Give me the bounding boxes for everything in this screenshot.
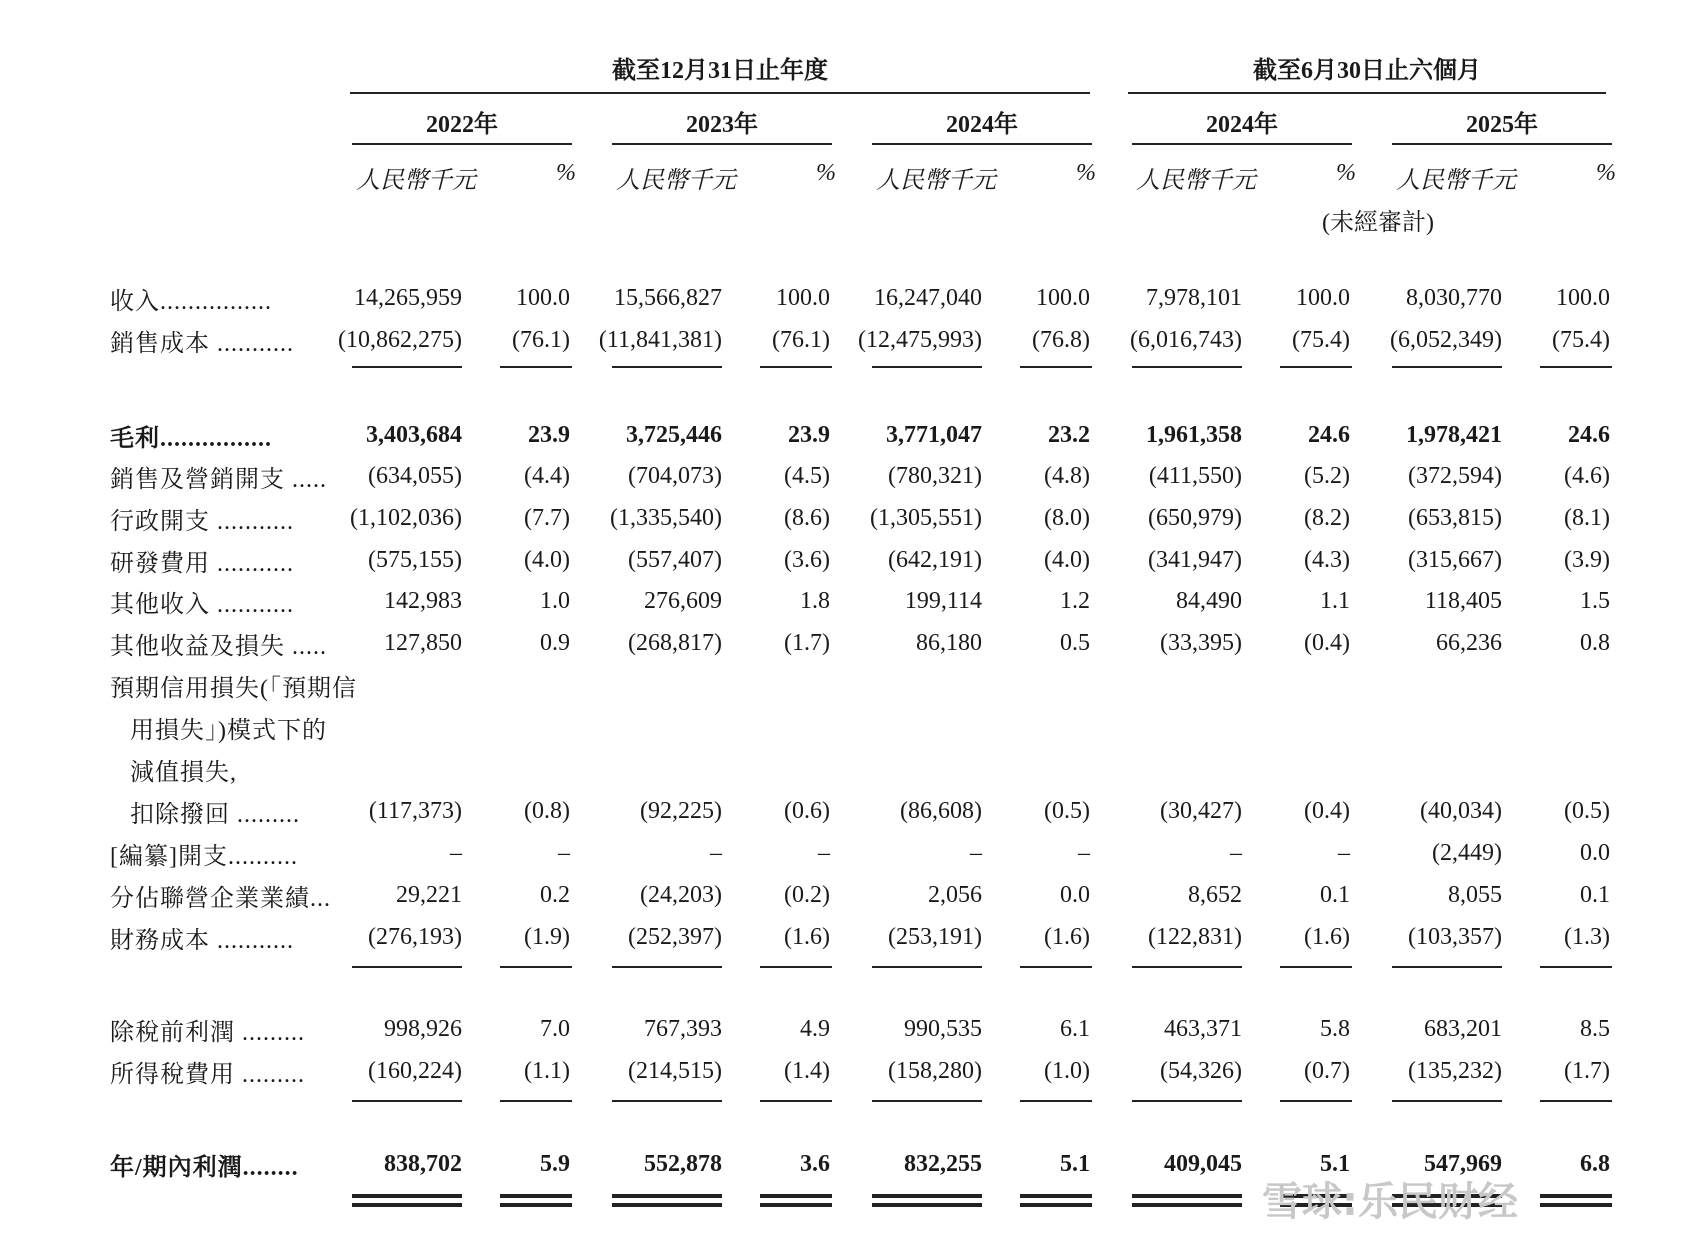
subtotal-rule — [760, 366, 832, 368]
cell-2022-amount: 998,926 — [384, 1016, 462, 1042]
cell-2023-amount: (214,515) — [628, 1058, 722, 1084]
subtotal-rule — [1020, 366, 1092, 368]
row-label: 除稅前利潤 ......... — [110, 1020, 305, 1046]
cell-2022-amount: (160,224) — [368, 1058, 462, 1084]
cell-2025-pct: (8.1) — [1564, 505, 1610, 531]
cell-2024-interim-pct: 1.1 — [1320, 588, 1350, 614]
row-label: 扣除撥回 ......... — [130, 802, 300, 828]
cell-2023-amount: 767,393 — [644, 1016, 722, 1042]
cell-2024-annual-amount: 16,247,040 — [874, 285, 982, 311]
row-label: 減值損失, — [130, 760, 237, 786]
cell-2023-amount: (268,817) — [628, 630, 722, 656]
cell-2025-pct: 1.5 — [1580, 588, 1610, 614]
cell-2023-amount: 276,609 — [644, 588, 722, 614]
group-header-annual-rule — [350, 92, 1090, 94]
cell-2023-amount: 3,725,446 — [626, 422, 722, 448]
total-double-rule — [1020, 1203, 1092, 1207]
cell-2025-amount: (2,449) — [1432, 840, 1502, 866]
cell-2024-annual-amount: 2,056 — [928, 882, 982, 908]
total-double-rule — [1020, 1194, 1092, 1198]
cell-2024-annual-amount: 832,255 — [904, 1151, 982, 1177]
cell-2025-amount: 66,236 — [1436, 630, 1502, 656]
cell-2023-pct: 100.0 — [776, 285, 830, 311]
subtotal-rule — [760, 1100, 832, 1102]
cell-2023-pct: 23.9 — [788, 422, 830, 448]
cell-2023-pct: (8.6) — [784, 505, 830, 531]
cell-2023-pct: (1.7) — [784, 630, 830, 656]
subtotal-rule — [1132, 966, 1242, 968]
cell-2025-pct: 8.5 — [1580, 1016, 1610, 1042]
year-rule-2023 — [612, 143, 832, 145]
row-label: 分佔聯營企業業績... — [110, 886, 331, 912]
cell-2022-pct: 0.2 — [540, 882, 570, 908]
cell-2023-pct: (3.6) — [784, 547, 830, 573]
cell-2025-amount: 8,055 — [1448, 882, 1502, 908]
cell-2024-interim-amount: (411,550) — [1148, 463, 1242, 489]
cell-2022-pct: (4.0) — [524, 547, 570, 573]
cell-2024-interim-amount: (122,831) — [1148, 924, 1242, 950]
cell-2023-pct: (0.6) — [784, 798, 830, 824]
cell-2024-interim-pct: (75.4) — [1292, 327, 1350, 353]
cell-2022-pct: – — [558, 840, 570, 866]
cell-2024-annual-amount: (642,191) — [888, 547, 982, 573]
cell-2022-amount: 14,265,959 — [354, 285, 462, 311]
cell-2025-amount: (135,232) — [1408, 1058, 1502, 1084]
cell-2023-pct: 4.9 — [800, 1016, 830, 1042]
cell-2024-interim-pct: (1.6) — [1304, 924, 1350, 950]
subtotal-rule — [1540, 366, 1612, 368]
cell-2023-pct: (1.6) — [784, 924, 830, 950]
total-double-rule — [872, 1194, 982, 1198]
total-double-rule — [872, 1203, 982, 1207]
cell-2025-amount: (6,052,349) — [1390, 327, 1502, 353]
cell-2025-pct: 0.0 — [1580, 840, 1610, 866]
subtotal-rule — [1392, 366, 1502, 368]
cell-2022-pct: 5.9 — [540, 1151, 570, 1177]
cell-2025-pct: (4.6) — [1564, 463, 1610, 489]
row-label: 年/期內利潤........ — [110, 1155, 299, 1181]
subtotal-rule — [1540, 1100, 1612, 1102]
cell-2025-amount: 8,030,770 — [1406, 285, 1502, 311]
cell-2024-interim-pct: 100.0 — [1296, 285, 1350, 311]
cell-2024-interim-amount: 463,371 — [1164, 1016, 1242, 1042]
subtotal-rule — [352, 366, 462, 368]
cell-2025-pct: 0.1 — [1580, 882, 1610, 908]
row-label: 其他收益及損失 ..... — [110, 634, 327, 660]
total-double-rule — [1132, 1203, 1242, 1207]
cell-2022-amount: 838,702 — [384, 1151, 462, 1177]
subtotal-rule — [1132, 366, 1242, 368]
cell-2025-pct: 6.8 — [1580, 1151, 1610, 1177]
unit-pct-2024-interim: % — [1336, 160, 1356, 186]
cell-2024-interim-amount: (33,395) — [1160, 630, 1242, 656]
cell-2025-amount: (103,357) — [1408, 924, 1502, 950]
row-label: 研發費用 ........... — [110, 551, 294, 577]
year-header-2022: 2022年 — [426, 112, 498, 138]
cell-2024-annual-pct: (4.8) — [1044, 463, 1090, 489]
cell-2024-interim-pct: – — [1338, 840, 1350, 866]
subtotal-rule — [612, 966, 722, 968]
row-label: 其他收入 ........... — [110, 592, 294, 618]
cell-2023-amount: (24,203) — [640, 882, 722, 908]
row-label: 銷售及營銷開支 ..... — [110, 467, 327, 493]
year-header-2025: 2025年 — [1466, 112, 1538, 138]
cell-2024-interim-pct: (4.3) — [1304, 547, 1350, 573]
cell-2022-pct: (7.7) — [524, 505, 570, 531]
cell-2024-interim-amount: 409,045 — [1164, 1151, 1242, 1177]
cell-2022-amount: (117,373) — [368, 798, 462, 824]
year-rule-2022 — [352, 143, 572, 145]
cell-2024-annual-amount: (253,191) — [888, 924, 982, 950]
cell-2024-annual-pct: (0.5) — [1044, 798, 1090, 824]
row-label: 用損失」)模式下的 — [130, 718, 327, 744]
cell-2023-amount: (11,841,381) — [598, 327, 722, 353]
cell-2024-interim-amount: 1,961,358 — [1146, 422, 1242, 448]
cell-2022-pct: (4.4) — [524, 463, 570, 489]
cell-2022-pct: (76.1) — [512, 327, 570, 353]
unit-amount-2024-annual: 人民幣千元 — [876, 168, 996, 194]
cell-2024-interim-amount: (650,979) — [1148, 505, 1242, 531]
total-double-rule — [612, 1203, 722, 1207]
year-header-2024-annual: 2024年 — [946, 112, 1018, 138]
subtotal-rule — [872, 966, 982, 968]
cell-2022-amount: 29,221 — [396, 882, 462, 908]
row-label: 行政開支 ........... — [110, 509, 294, 535]
unit-amount-2023: 人民幣千元 — [616, 168, 736, 194]
total-double-rule — [352, 1203, 462, 1207]
row-label: 預期信用損失(「預期信 — [110, 676, 357, 702]
total-double-rule — [612, 1194, 722, 1198]
subtotal-rule — [612, 1100, 722, 1102]
cell-2025-pct: 24.6 — [1568, 422, 1610, 448]
cell-2025-amount: 118,405 — [1424, 588, 1502, 614]
cell-2023-amount: (252,397) — [628, 924, 722, 950]
cell-2022-amount: – — [450, 840, 462, 866]
total-double-rule — [760, 1194, 832, 1198]
row-label: 所得稅費用 ......... — [110, 1062, 305, 1088]
cell-2025-amount: (372,594) — [1408, 463, 1502, 489]
cell-2023-amount: (557,407) — [628, 547, 722, 573]
cell-2023-pct: 1.8 — [800, 588, 830, 614]
subtotal-rule — [352, 966, 462, 968]
cell-2024-interim-pct: (0.4) — [1304, 630, 1350, 656]
cell-2024-interim-amount: – — [1230, 840, 1242, 866]
group-header-interim: 截至6月30日止六個月 — [1253, 58, 1481, 84]
subtotal-rule — [612, 366, 722, 368]
total-double-rule — [500, 1203, 572, 1207]
subtotal-rule — [500, 366, 572, 368]
cell-2022-amount: (10,862,275) — [338, 327, 462, 353]
cell-2024-annual-amount: (780,321) — [888, 463, 982, 489]
total-double-rule — [352, 1194, 462, 1198]
cell-2024-interim-pct: (0.7) — [1304, 1058, 1350, 1084]
cell-2025-pct: (3.9) — [1564, 547, 1610, 573]
subtotal-rule — [872, 366, 982, 368]
unit-amount-2025: 人民幣千元 — [1396, 168, 1516, 194]
subtotal-rule — [1280, 366, 1352, 368]
cell-2025-amount: 683,201 — [1424, 1016, 1502, 1042]
cell-2024-interim-amount: 8,652 — [1188, 882, 1242, 908]
cell-2022-amount: 142,983 — [384, 588, 462, 614]
cell-2025-amount: (40,034) — [1420, 798, 1502, 824]
subtotal-rule — [760, 966, 832, 968]
cell-2023-pct: 3.6 — [800, 1151, 830, 1177]
subtotal-rule — [872, 1100, 982, 1102]
cell-2024-annual-amount: (86,608) — [900, 798, 982, 824]
cell-2024-annual-pct: 1.2 — [1060, 588, 1090, 614]
cell-2024-interim-pct: 24.6 — [1308, 422, 1350, 448]
cell-2025-pct: (1.3) — [1564, 924, 1610, 950]
cell-2022-pct: (1.1) — [524, 1058, 570, 1084]
cell-2024-annual-pct: 6.1 — [1060, 1016, 1090, 1042]
cell-2024-annual-amount: (1,305,551) — [870, 505, 982, 531]
cell-2024-interim-pct: (5.2) — [1304, 463, 1350, 489]
cell-2024-annual-amount: (12,475,993) — [858, 327, 982, 353]
cell-2025-pct: 0.8 — [1580, 630, 1610, 656]
group-header-annual: 截至12月31日止年度 — [612, 58, 828, 84]
cell-2023-amount: – — [710, 840, 722, 866]
cell-2024-interim-amount: 7,978,101 — [1146, 285, 1242, 311]
watermark: 雪球:乐民财经 — [1262, 1179, 1518, 1225]
row-label: 銷售成本 ........... — [110, 331, 294, 357]
group-header-interim-rule — [1128, 92, 1606, 94]
cell-2022-pct: 0.9 — [540, 630, 570, 656]
cell-2024-annual-pct: 100.0 — [1036, 285, 1090, 311]
cell-2024-annual-pct: – — [1078, 840, 1090, 866]
cell-2022-amount: 3,403,684 — [366, 422, 462, 448]
cell-2023-pct: (76.1) — [772, 327, 830, 353]
unit-pct-2022: % — [556, 160, 576, 186]
cell-2024-annual-amount: (158,280) — [888, 1058, 982, 1084]
year-header-2023: 2023年 — [686, 112, 758, 138]
cell-2024-annual-pct: (8.0) — [1044, 505, 1090, 531]
subtotal-rule — [1392, 1100, 1502, 1102]
total-double-rule — [500, 1194, 572, 1198]
cell-2022-amount: (276,193) — [368, 924, 462, 950]
year-rule-2024-interim — [1132, 143, 1352, 145]
cell-2023-amount: 15,566,827 — [614, 285, 722, 311]
cell-2024-interim-amount: (54,326) — [1160, 1058, 1242, 1084]
subtotal-rule — [1280, 966, 1352, 968]
subtotal-rule — [1132, 1100, 1242, 1102]
subtotal-rule — [500, 966, 572, 968]
cell-2022-pct: 100.0 — [516, 285, 570, 311]
cell-2024-annual-amount: 3,771,047 — [886, 422, 982, 448]
cell-2025-amount: (315,667) — [1408, 547, 1502, 573]
cell-2023-amount: 552,878 — [644, 1151, 722, 1177]
subtotal-rule — [1020, 966, 1092, 968]
cell-2024-annual-amount: 990,535 — [904, 1016, 982, 1042]
cell-2022-pct: 23.9 — [528, 422, 570, 448]
year-rule-2024-annual — [872, 143, 1092, 145]
total-double-rule — [1540, 1203, 1612, 1207]
cell-2022-pct: 7.0 — [540, 1016, 570, 1042]
cell-2025-pct: (0.5) — [1564, 798, 1610, 824]
total-double-rule — [1132, 1194, 1242, 1198]
subtotal-rule — [1020, 1100, 1092, 1102]
row-label: 毛利................ — [110, 426, 272, 452]
cell-2024-interim-pct: 0.1 — [1320, 882, 1350, 908]
cell-2023-amount: (1,335,540) — [610, 505, 722, 531]
cell-2022-amount: 127,850 — [384, 630, 462, 656]
unit-amount-2024-interim: 人民幣千元 — [1136, 168, 1256, 194]
row-label: 財務成本 ........... — [110, 928, 294, 954]
cell-2023-pct: (0.2) — [784, 882, 830, 908]
cell-2024-annual-amount: 86,180 — [916, 630, 982, 656]
cell-2025-amount: 547,969 — [1424, 1151, 1502, 1177]
cell-2024-interim-pct: (0.4) — [1304, 798, 1350, 824]
row-label: [編纂]開支.......... — [110, 844, 298, 870]
total-double-rule — [1540, 1194, 1612, 1198]
unit-pct-2024-annual: % — [1076, 160, 1096, 186]
cell-2023-amount: (92,225) — [640, 798, 722, 824]
cell-2023-pct: – — [818, 840, 830, 866]
cell-2024-interim-amount: (30,427) — [1160, 798, 1242, 824]
cell-2025-pct: (75.4) — [1552, 327, 1610, 353]
cell-2023-pct: (4.5) — [784, 463, 830, 489]
cell-2024-annual-pct: 0.5 — [1060, 630, 1090, 656]
cell-2024-interim-amount: (6,016,743) — [1130, 327, 1242, 353]
year-header-2024-interim: 2024年 — [1206, 112, 1278, 138]
subtotal-rule — [1392, 966, 1502, 968]
subtotal-rule — [500, 1100, 572, 1102]
cell-2024-interim-pct: 5.1 — [1320, 1151, 1350, 1177]
cell-2024-annual-pct: 0.0 — [1060, 882, 1090, 908]
cell-2024-annual-pct: (4.0) — [1044, 547, 1090, 573]
cell-2025-pct: (1.7) — [1564, 1058, 1610, 1084]
cell-2025-amount: (653,815) — [1408, 505, 1502, 531]
unit-amount-2022: 人民幣千元 — [356, 168, 476, 194]
cell-2024-annual-pct: (1.0) — [1044, 1058, 1090, 1084]
subtotal-rule — [1280, 1100, 1352, 1102]
cell-2022-pct: (1.9) — [524, 924, 570, 950]
unaudited-note: (未經審計) — [1322, 210, 1434, 236]
cell-2024-interim-pct: 5.8 — [1320, 1016, 1350, 1042]
cell-2025-pct: 100.0 — [1556, 285, 1610, 311]
cell-2023-amount: (704,073) — [628, 463, 722, 489]
unit-pct-2023: % — [816, 160, 836, 186]
cell-2024-annual-pct: (1.6) — [1044, 924, 1090, 950]
subtotal-rule — [352, 1100, 462, 1102]
cell-2023-pct: (1.4) — [784, 1058, 830, 1084]
year-rule-2025 — [1392, 143, 1612, 145]
cell-2024-interim-pct: (8.2) — [1304, 505, 1350, 531]
cell-2024-annual-pct: 23.2 — [1048, 422, 1090, 448]
cell-2022-pct: (0.8) — [524, 798, 570, 824]
cell-2024-interim-amount: 84,490 — [1176, 588, 1242, 614]
cell-2022-amount: (1,102,036) — [350, 505, 462, 531]
cell-2024-annual-amount: 199,114 — [904, 588, 982, 614]
cell-2024-annual-pct: 5.1 — [1060, 1151, 1090, 1177]
cell-2022-pct: 1.0 — [540, 588, 570, 614]
cell-2025-amount: 1,978,421 — [1406, 422, 1502, 448]
total-double-rule — [760, 1203, 832, 1207]
cell-2024-annual-amount: – — [970, 840, 982, 866]
unit-pct-2025: % — [1596, 160, 1616, 186]
cell-2022-amount: (575,155) — [368, 547, 462, 573]
cell-2024-annual-pct: (76.8) — [1032, 327, 1090, 353]
cell-2022-amount: (634,055) — [368, 463, 462, 489]
row-label: 收入................ — [110, 289, 272, 315]
subtotal-rule — [1540, 966, 1612, 968]
cell-2024-interim-amount: (341,947) — [1148, 547, 1242, 573]
